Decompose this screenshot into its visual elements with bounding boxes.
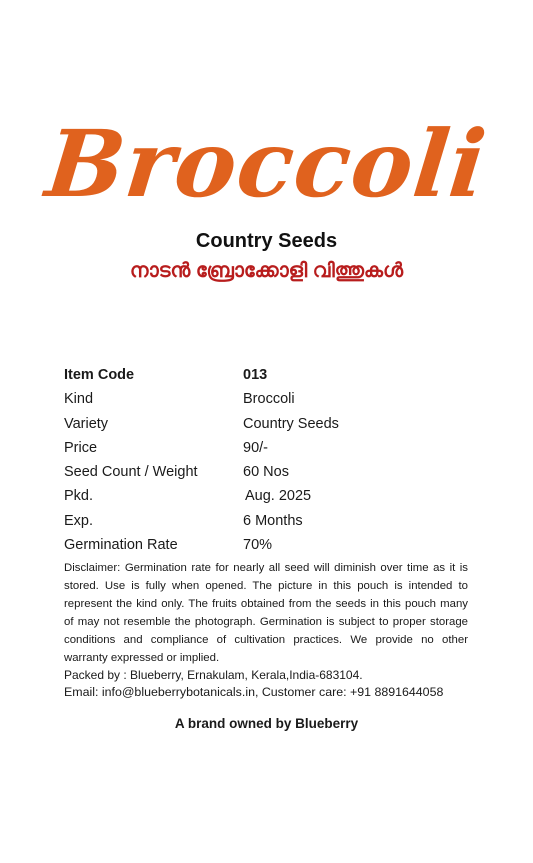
product-subtitle: Country Seeds <box>195 230 338 252</box>
product-title: Broccoli <box>41 110 492 218</box>
malayalam-title: നാടൻ ബ്രോക്കോളി വിത്തുകൾ <box>129 260 404 282</box>
spec-row-variety <box>64 412 504 436</box>
spec-row-item-code <box>64 363 504 387</box>
spec-table <box>64 363 504 557</box>
spec-key: Item Code <box>64 367 135 383</box>
packed-by: Packed by : Blueberry, Ernakulam, Kerala,India-683104. <box>64 668 363 682</box>
spec-key: Price <box>64 439 98 456</box>
spec-key: Seed Count / Weight <box>64 464 198 481</box>
spec-row-kind <box>64 387 504 411</box>
spec-key: Pkd. <box>64 488 94 505</box>
spec-value: Country Seeds <box>243 415 339 432</box>
spec-value: 013 <box>243 367 268 383</box>
spec-row-seed-count <box>64 460 504 484</box>
spec-value: Broccoli <box>243 391 295 408</box>
spec-row-price <box>64 436 504 460</box>
spec-row-expiry <box>64 509 504 533</box>
spec-row-germination-rate <box>64 533 504 557</box>
brand-footer: A brand owned by Blueberry <box>174 716 359 731</box>
spec-row-packed-date <box>64 484 504 508</box>
spec-key: Variety <box>64 415 109 432</box>
spec-value: Aug. 2025 <box>245 488 312 505</box>
spec-key: Kind <box>64 391 94 408</box>
spec-value: 6 Months <box>243 512 303 529</box>
spec-value: 70% <box>243 537 273 554</box>
spec-key: Exp. <box>64 512 94 529</box>
contact-info: Email: info@blueberrybotanicals.in, Customer care: +91 8891644058 <box>64 685 444 699</box>
spec-value: 90/- <box>243 439 268 456</box>
spec-value: 60 Nos <box>243 464 289 481</box>
disclaimer-text: Disclaimer: Germination rate for nearly all seed will diminish over time as it is stored. Use is fully when opened. The picture in this pouch is intended to represent the kind only. The fruits obtained from the seeds in this pouch many of may not resemble the photograph. Germination is subject to proper storage conditions and compliance of cultivation practices. We provide no other warranty expressed or implied. <box>64 562 468 664</box>
spec-key: Germination Rate <box>64 537 178 554</box>
